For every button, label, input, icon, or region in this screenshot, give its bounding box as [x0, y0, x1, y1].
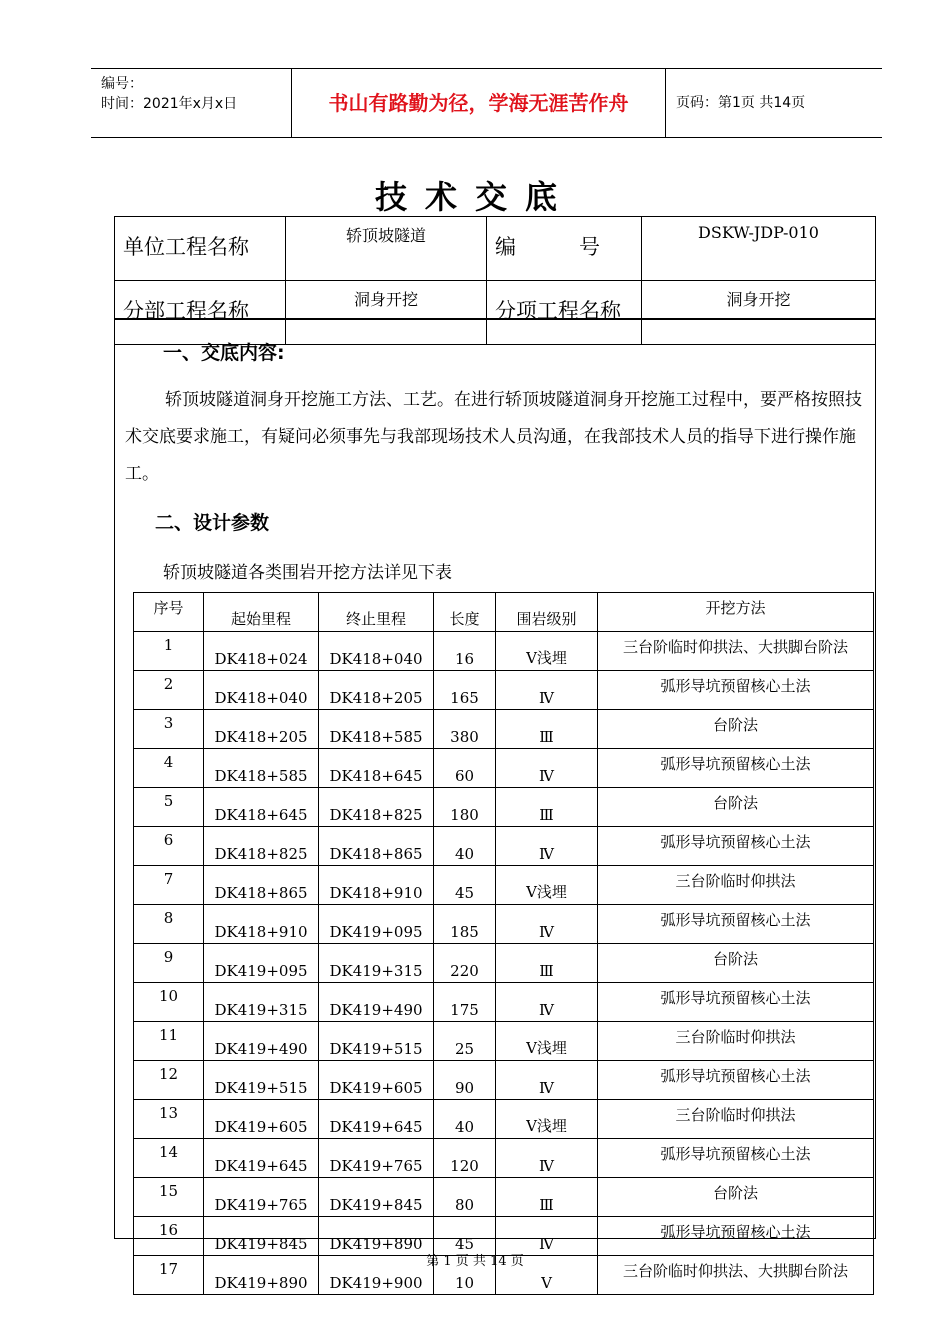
table-cell: 弧形导坑预留核心土法	[598, 983, 874, 1022]
table-cell: 弧形导坑预留核心土法	[598, 1061, 874, 1100]
table-cell: 三台阶临时仰拱法	[598, 1022, 874, 1061]
table-cell: Ⅴ浅埋	[496, 1022, 598, 1061]
table-cell: DK419+900	[319, 1256, 434, 1295]
table-cell: 三台阶临时仰拱法	[598, 866, 874, 905]
page-header	[91, 68, 882, 138]
number-label: 编号：	[101, 76, 143, 92]
table-cell: DK419+095	[204, 944, 319, 983]
table-row	[134, 1178, 874, 1217]
table-cell: Ⅴ	[496, 1256, 598, 1295]
table-row	[134, 905, 874, 944]
table-cell: 台阶法	[598, 788, 874, 827]
code-value: DSKW-JDP-010	[642, 217, 876, 281]
table-cell: 5	[134, 788, 204, 827]
page-footer: 第 1 页 共 14 页	[426, 1254, 524, 1269]
table-cell: Ⅳ	[496, 1139, 598, 1178]
table-cell: 180	[434, 788, 496, 827]
table-cell: DK419+645	[204, 1139, 319, 1178]
table-cell: DK418+024	[204, 632, 319, 671]
table-cell: DK419+845	[319, 1178, 434, 1217]
table-row	[134, 944, 874, 983]
table-row	[134, 983, 874, 1022]
table-cell: Ⅲ	[496, 1178, 598, 1217]
table-cell: DK419+490	[204, 1022, 319, 1061]
table-cell: Ⅳ	[496, 983, 598, 1022]
table-cell: 3	[134, 710, 204, 749]
table-cell: DK419+845	[204, 1217, 319, 1256]
header-meta	[91, 69, 292, 137]
table-row	[134, 1100, 874, 1139]
table-cell: 13	[134, 1100, 204, 1139]
table-header-row	[134, 593, 874, 632]
table-cell: Ⅴ浅埋	[496, 632, 598, 671]
table-cell: DK419+515	[319, 1022, 434, 1061]
table-row	[134, 749, 874, 788]
table-row	[134, 1022, 874, 1061]
header-motto: 书山有路勤为径，学海无涯苦作舟	[292, 69, 666, 137]
sub-project-value: 洞身开挖	[286, 281, 487, 345]
table-cell: DK418+205	[319, 671, 434, 710]
table-cell: Ⅳ	[496, 749, 598, 788]
unit-name-value: 轿顶坡隧道	[286, 217, 487, 281]
table-cell: 16	[134, 1217, 204, 1256]
table-row	[134, 710, 874, 749]
table-row	[134, 866, 874, 905]
table-cell: DK418+825	[204, 827, 319, 866]
table-cell: 10	[434, 1256, 496, 1295]
table-cell: DK419+645	[319, 1100, 434, 1139]
table-cell: 弧形导坑预留核心土法	[598, 1139, 874, 1178]
table-cell: 10	[134, 983, 204, 1022]
table-cell: Ⅳ	[496, 671, 598, 710]
table-row	[134, 827, 874, 866]
table-cell: 45	[434, 1217, 496, 1256]
table-cell: 60	[434, 749, 496, 788]
table-cell: DK418+040	[204, 671, 319, 710]
section1-text: 轿顶坡隧道洞身开挖施工方法、工艺。在进行轿顶坡隧道洞身开挖施工过程中，要严格按照技术交底要求施工，有疑问必须事先与我部现场技术人员沟通，在我部技术人员的指导下进行操作施工。	[125, 390, 862, 484]
table-cell: DK419+095	[319, 905, 434, 944]
table-cell: Ⅲ	[496, 788, 598, 827]
table-cell: Ⅲ	[496, 944, 598, 983]
table-cell: 90	[434, 1061, 496, 1100]
table-cell: Ⅴ浅埋	[496, 866, 598, 905]
table-cell: 14	[134, 1139, 204, 1178]
table-cell: 185	[434, 905, 496, 944]
table-cell: 弧形导坑预留核心土法	[598, 671, 874, 710]
table-cell: 17	[134, 1256, 204, 1295]
table-cell: Ⅳ	[496, 827, 598, 866]
page-number-label: 页码：第1页 共14页	[676, 95, 806, 111]
table-cell: DK419+605	[204, 1100, 319, 1139]
section2-heading: 二、设计参数	[155, 512, 270, 534]
code-label: 编 号	[487, 217, 642, 281]
item-project-label: 分项工程名称	[487, 281, 642, 345]
table-row	[134, 632, 874, 671]
table-cell: 175	[434, 983, 496, 1022]
section1-heading: 一、交底内容:	[163, 342, 285, 364]
table-cell: DK418+645	[204, 788, 319, 827]
table-cell: Ⅳ	[496, 1217, 598, 1256]
table-cell: DK418+040	[319, 632, 434, 671]
table-cell: DK418+585	[319, 710, 434, 749]
col-header: 起始里程	[204, 593, 319, 632]
table-intro: 轿顶坡隧道各类围岩开挖方法详见下表	[163, 563, 452, 583]
table-row	[134, 1139, 874, 1178]
table-cell: 三台阶临时仰拱法、大拱脚台阶法	[598, 1256, 874, 1295]
table-cell: Ⅴ浅埋	[496, 1100, 598, 1139]
table-cell: 弧形导坑预留核心土法	[598, 1217, 874, 1256]
table-cell: Ⅲ	[496, 710, 598, 749]
table-cell: 12	[134, 1061, 204, 1100]
table-cell: 6	[134, 827, 204, 866]
table-cell: 台阶法	[598, 710, 874, 749]
table-cell: Ⅳ	[496, 1061, 598, 1100]
table-cell: 7	[134, 866, 204, 905]
table-cell: 40	[434, 1100, 496, 1139]
table-cell: 165	[434, 671, 496, 710]
table-cell: 弧形导坑预留核心土法	[598, 827, 874, 866]
table-cell: 16	[434, 632, 496, 671]
table-cell: DK418+910	[204, 905, 319, 944]
time-label: 时间：2021年x月x日	[101, 96, 238, 112]
table-cell: 220	[434, 944, 496, 983]
table-cell: 40	[434, 827, 496, 866]
col-header: 长度	[434, 593, 496, 632]
table-cell: DK419+490	[319, 983, 434, 1022]
table-cell: 弧形导坑预留核心土法	[598, 749, 874, 788]
table-row	[134, 671, 874, 710]
table-cell: DK418+585	[204, 749, 319, 788]
table-cell: 2	[134, 671, 204, 710]
table-cell: 15	[134, 1178, 204, 1217]
table-cell: DK418+910	[319, 866, 434, 905]
item-project-value: 洞身开挖	[642, 281, 876, 345]
table-cell: DK419+605	[319, 1061, 434, 1100]
table-cell: Ⅳ	[496, 905, 598, 944]
sub-project-label: 分部工程名称	[115, 281, 286, 345]
table-cell: DK419+890	[204, 1256, 319, 1295]
table-cell: 台阶法	[598, 944, 874, 983]
table-cell: DK419+315	[204, 983, 319, 1022]
table-cell: DK419+515	[204, 1061, 319, 1100]
document-title: 技术交底	[374, 178, 575, 216]
table-cell: 25	[434, 1022, 496, 1061]
table-row	[134, 1061, 874, 1100]
table-cell: 三台阶临时仰拱法	[598, 1100, 874, 1139]
col-header: 围岩级别	[496, 593, 598, 632]
unit-name-label: 单位工程名称	[115, 217, 286, 281]
table-cell: 4	[134, 749, 204, 788]
table-cell: 11	[134, 1022, 204, 1061]
table-cell: DK419+765	[204, 1178, 319, 1217]
table-cell: 120	[434, 1139, 496, 1178]
excavation-table	[133, 592, 874, 1295]
table-cell: 380	[434, 710, 496, 749]
col-header: 序号	[134, 593, 204, 632]
table-cell: 8	[134, 905, 204, 944]
table-cell: DK419+765	[319, 1139, 434, 1178]
table-cell: 1	[134, 632, 204, 671]
table-cell: DK418+645	[319, 749, 434, 788]
table-cell: DK418+205	[204, 710, 319, 749]
col-header: 终止里程	[319, 593, 434, 632]
table-cell: DK418+865	[319, 827, 434, 866]
table-cell: DK419+890	[319, 1217, 434, 1256]
table-cell: 9	[134, 944, 204, 983]
col-header: 开挖方法	[598, 593, 874, 632]
table-cell: 三台阶临时仰拱法、大拱脚台阶法	[598, 632, 874, 671]
table-cell: DK419+315	[319, 944, 434, 983]
table-cell: 台阶法	[598, 1178, 874, 1217]
table-cell: 45	[434, 866, 496, 905]
table-cell: 弧形导坑预留核心土法	[598, 905, 874, 944]
table-cell: DK418+865	[204, 866, 319, 905]
table-row	[134, 788, 874, 827]
table-cell: 80	[434, 1178, 496, 1217]
table-cell: DK418+825	[319, 788, 434, 827]
